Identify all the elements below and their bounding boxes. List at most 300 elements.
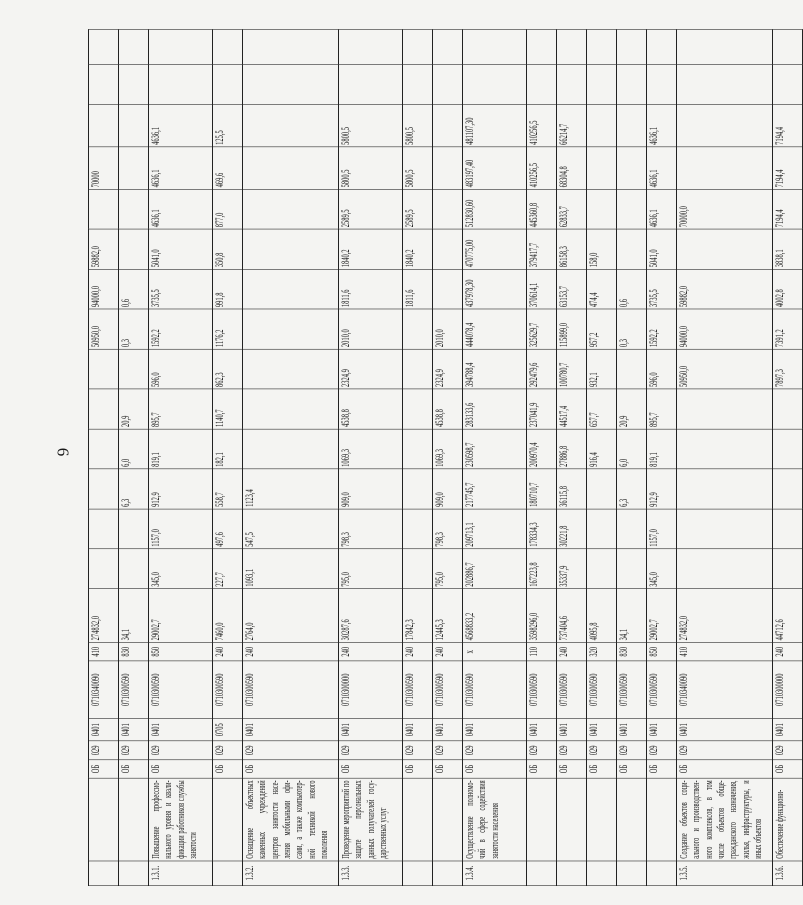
amount-cell: 4095,8 (587, 589, 617, 643)
table-row (773, 30, 803, 886)
amount-cell (89, 509, 119, 549)
amount-cell (677, 429, 773, 469)
code-cell: 0401 (587, 718, 617, 740)
code-cell: 240 (339, 642, 403, 661)
amount-cell: 29002,7 (149, 589, 213, 643)
table-row (557, 30, 587, 886)
amount-cell (587, 549, 617, 589)
amount-cell: 50950,0 (89, 309, 119, 349)
amount-cell: 547,5 (243, 509, 339, 549)
amount-cell: 916,4 (587, 429, 617, 469)
table-row (617, 30, 647, 886)
amount-cell: 2324,9 (433, 349, 463, 389)
amount-cell: 125,5 (213, 104, 243, 146)
code-cell: x (463, 642, 527, 661)
code-cell: 029 (403, 741, 433, 760)
amount-cell: 274832,0 (677, 589, 773, 643)
amount-cell: 4636,1 (149, 104, 213, 146)
measure-name-cell (403, 778, 433, 860)
amount-cell (773, 469, 803, 509)
amount-cell: 44712,6 (773, 589, 803, 643)
amount-cell (463, 65, 527, 105)
row-number-cell (587, 861, 617, 886)
amount-cell: 5041,0 (149, 229, 213, 269)
code-cell: ОБ (433, 760, 463, 779)
amount-cell (677, 229, 773, 269)
row-number-cell (213, 861, 243, 886)
code-cell: 0401 (89, 718, 119, 740)
amount-cell: 3838,1 (773, 229, 803, 269)
amount-cell (433, 147, 463, 189)
amount-cell: 483197,40 (463, 147, 527, 189)
amount-cell: 158,0 (587, 229, 617, 269)
amount-cell: 34,1 (617, 589, 647, 643)
code-cell: 0705 (213, 718, 243, 740)
amount-cell: 100780,7 (557, 349, 587, 389)
amount-cell: 4636,1 (149, 189, 213, 229)
amount-cell (433, 104, 463, 146)
amount-cell (403, 389, 433, 429)
amount-cell (89, 549, 119, 589)
amount-cell (89, 429, 119, 469)
amount-cell: 2764,0 (243, 589, 339, 643)
measure-name-cell: Повышение профессио-нального уровня и квали-фикации работников службы занятости (149, 778, 213, 860)
amount-cell: 59882,0 (89, 229, 119, 269)
code-cell: 0401 (433, 718, 463, 740)
code-cell: ОБ (587, 760, 617, 779)
amount-cell (403, 65, 433, 105)
table-row (119, 30, 149, 886)
amount-cell: 1140,7 (213, 389, 243, 429)
amount-cell: 1157,0 (149, 509, 213, 549)
code-cell: ОБ (339, 760, 403, 779)
amount-cell: 410256,5 (527, 147, 557, 189)
amount-cell: 182,1 (213, 429, 243, 469)
code-cell: ОБ (677, 760, 773, 779)
amount-cell (617, 509, 647, 549)
amount-cell: 34,1 (119, 589, 149, 643)
amount-cell: 292479,6 (527, 349, 557, 389)
measure-name-cell: Осуществление полномо-чий в сфере содействия занятости населения (463, 778, 527, 860)
amount-cell: 200970,4 (527, 429, 557, 469)
amount-cell: 0,3 (617, 309, 647, 349)
amount-cell: 7194,4 (773, 189, 803, 229)
code-cell: ОБ (213, 760, 243, 779)
code-cell: 029 (119, 741, 149, 760)
amount-cell: 4538,8 (433, 389, 463, 429)
code-cell: 029 (527, 741, 557, 760)
amount-cell: 6,0 (119, 429, 149, 469)
code-cell: ОБ (647, 760, 677, 779)
amount-cell (773, 30, 803, 65)
amount-cell (587, 469, 617, 509)
amount-cell: 437978,30 (463, 269, 527, 309)
amount-cell (677, 389, 773, 429)
amount-cell: 167223,8 (527, 549, 557, 589)
amount-cell (243, 309, 339, 349)
code-cell: 0401 (403, 718, 433, 740)
code-cell: 0710300590 (587, 661, 617, 718)
amount-cell: 86158,3 (557, 229, 587, 269)
table-row (403, 30, 433, 886)
amount-cell (243, 389, 339, 429)
code-cell: ОБ (149, 760, 213, 779)
amount-cell: 27886,8 (557, 429, 587, 469)
code-cell: 240 (403, 642, 433, 661)
amount-cell (677, 509, 773, 549)
code-cell: 029 (617, 741, 647, 760)
amount-cell: 178334,3 (527, 509, 557, 549)
measure-name-cell: Оснащение объектных каменных учреждений центров занятости насе-ления мобильными офи-сами, а также компьютер-ной техникой нового поколения (243, 778, 339, 860)
code-cell: ОБ (89, 760, 119, 779)
code-cell: 0710300590 (149, 661, 213, 718)
amount-cell: 798,3 (339, 509, 403, 549)
amount-cell (433, 269, 463, 309)
code-cell: 029 (339, 741, 403, 760)
amount-cell (403, 469, 433, 509)
amount-cell (617, 30, 647, 65)
amount-cell (213, 30, 243, 65)
amount-cell: 2010,0 (339, 309, 403, 349)
amount-cell: 445360,8 (527, 189, 557, 229)
amount-cell (587, 104, 617, 146)
amount-cell: 0,3 (119, 309, 149, 349)
measure-name-cell (557, 778, 587, 860)
amount-cell: 2010,0 (433, 309, 463, 349)
amount-cell: 6,3 (617, 469, 647, 509)
row-number-cell: 1.3.2. (243, 861, 339, 886)
amount-cell: 798,3 (433, 509, 463, 549)
amount-cell: 36115,8 (557, 469, 587, 509)
amount-cell: 209713,1 (463, 509, 527, 549)
amount-cell (587, 189, 617, 229)
amount-cell (149, 65, 213, 105)
amount-cell: 237041,9 (527, 389, 557, 429)
amount-cell: 4636,1 (149, 147, 213, 189)
amount-cell: 512830,60 (463, 189, 527, 229)
amount-cell: 63153,7 (557, 269, 587, 309)
code-cell: 0401 (527, 718, 557, 740)
amount-cell: 325629,7 (527, 309, 557, 349)
amount-cell (89, 469, 119, 509)
amount-cell (243, 429, 339, 469)
amount-cell (243, 229, 339, 269)
amount-cell: 795,0 (339, 549, 403, 589)
amount-cell: 17842,3 (403, 589, 433, 643)
amount-cell: 932,1 (587, 349, 617, 389)
code-cell: 0710300000 (773, 661, 803, 718)
code-cell: 0710300590 (557, 661, 587, 718)
amount-cell (89, 65, 119, 105)
code-cell: 029 (213, 741, 243, 760)
amount-cell (89, 104, 119, 146)
code-cell: 830 (119, 642, 149, 661)
row-number-cell (527, 861, 557, 886)
amount-cell: 394788,4 (463, 349, 527, 389)
measure-name-cell (587, 778, 617, 860)
amount-cell: 0,6 (119, 269, 149, 309)
table-row (89, 30, 119, 886)
code-cell: 0710300000 (339, 661, 403, 718)
amount-cell: 1811,6 (339, 269, 403, 309)
amount-cell (557, 30, 587, 65)
code-cell: 0710300590 (433, 661, 463, 718)
amount-cell: 596,0 (149, 349, 213, 389)
code-cell: 240 (243, 642, 339, 661)
amount-cell: 497,6 (213, 509, 243, 549)
amount-cell (617, 189, 647, 229)
amount-cell: 70000,0 (677, 189, 773, 229)
amount-cell: 470775,00 (463, 229, 527, 269)
measure-name-cell (617, 778, 647, 860)
table-row (339, 30, 403, 886)
amount-cell: 657,7 (587, 389, 617, 429)
measure-name-cell (213, 778, 243, 860)
code-cell: 0710300590 (243, 661, 339, 718)
code-cell: 0710300590 (527, 661, 557, 718)
amount-cell (403, 30, 433, 65)
amount-cell (677, 147, 773, 189)
amount-cell: 909,0 (433, 469, 463, 509)
amount-cell: 202886,7 (463, 549, 527, 589)
amount-cell: 66214,7 (557, 104, 587, 146)
code-cell: 029 (773, 741, 803, 760)
table-row (243, 30, 339, 886)
table-row (433, 30, 463, 886)
amount-cell (119, 229, 149, 269)
row-number-cell (647, 861, 677, 886)
code-cell: 029 (647, 741, 677, 760)
code-cell: ОБ (403, 760, 433, 779)
amount-cell: 1176,2 (213, 309, 243, 349)
table-row (587, 30, 617, 886)
row-number-cell: 1.3.3. (339, 861, 403, 886)
code-cell: 0710300590 (403, 661, 433, 718)
amount-cell: 1811,6 (403, 269, 433, 309)
amount-cell: 227,7 (213, 549, 243, 589)
amount-cell: 7194,4 (773, 104, 803, 146)
row-number-cell: 1.3.5. (677, 861, 773, 886)
amount-cell: 4002,8 (773, 269, 803, 309)
code-cell: 0401 (677, 718, 773, 740)
amount-cell (617, 349, 647, 389)
code-cell: 029 (557, 741, 587, 760)
amount-cell (773, 429, 803, 469)
amount-cell: 909,0 (339, 469, 403, 509)
amount-cell: 2589,5 (403, 189, 433, 229)
amount-cell (617, 549, 647, 589)
amount-cell (773, 65, 803, 105)
amount-cell (149, 30, 213, 65)
code-cell: 0710340090 (89, 661, 119, 718)
amount-cell (527, 30, 557, 65)
amount-cell: 1069,3 (433, 429, 463, 469)
code-cell: 029 (463, 741, 527, 760)
amount-cell: 115899,0 (557, 309, 587, 349)
amount-cell (89, 189, 119, 229)
amount-cell (617, 229, 647, 269)
code-cell: 240 (557, 642, 587, 661)
amount-cell (119, 549, 149, 589)
code-cell: 830 (617, 642, 647, 661)
amount-cell (119, 509, 149, 549)
amount-cell (119, 104, 149, 146)
amount-cell (119, 30, 149, 65)
amount-cell: 4636,1 (647, 189, 677, 229)
table-row (149, 30, 213, 886)
amount-cell: 877,0 (213, 189, 243, 229)
amount-cell: 5800,5 (403, 147, 433, 189)
amount-cell: 12445,3 (433, 589, 463, 643)
code-cell: 410 (89, 642, 119, 661)
amount-cell: 474,4 (587, 269, 617, 309)
amount-cell: 230598,7 (463, 429, 527, 469)
amount-cell (617, 104, 647, 146)
amount-cell (433, 30, 463, 65)
amount-cell (339, 30, 403, 65)
measure-name-cell: Создание объектов соци-ального и производствен-ного комплексов, в том числе объектов обще-гражданского назначения, жилья, инфраструктуры, и иных объектов (677, 778, 773, 860)
code-cell: 029 (149, 741, 213, 760)
table-row (647, 30, 677, 886)
code-cell: 0710300590 (617, 661, 647, 718)
amount-cell: 30221,8 (557, 509, 587, 549)
amount-cell: 274832,0 (89, 589, 119, 643)
amount-cell (243, 104, 339, 146)
amount-cell: 469,6 (213, 147, 243, 189)
amount-cell: 5800,5 (339, 104, 403, 146)
code-cell: 850 (149, 642, 213, 661)
code-cell: 0401 (617, 718, 647, 740)
amount-cell: 4568833,2 (463, 589, 527, 643)
amount-cell: 1592,2 (149, 309, 213, 349)
amount-cell: 7391,2 (773, 309, 803, 349)
amount-cell: 29002,7 (647, 589, 677, 643)
row-number-cell (403, 861, 433, 886)
amount-cell (403, 429, 433, 469)
amount-cell (243, 269, 339, 309)
amount-cell (587, 65, 617, 105)
amount-cell: 345,0 (647, 549, 677, 589)
row-number-cell (617, 861, 647, 886)
code-cell: 0710340090 (677, 661, 773, 718)
row-number-cell (119, 861, 149, 886)
code-cell: 029 (677, 741, 773, 760)
code-cell: ОБ (773, 760, 803, 779)
code-cell: 0401 (463, 718, 527, 740)
code-cell: 240 (213, 642, 243, 661)
code-cell: 0401 (119, 718, 149, 740)
amount-cell: 68304,8 (557, 147, 587, 189)
amount-cell: 1069,3 (339, 429, 403, 469)
measure-name-cell: Обеспечение функциони- (773, 778, 803, 860)
code-cell: ОБ (527, 760, 557, 779)
amount-cell: 737404,6 (557, 589, 587, 643)
amount-cell: 481107,30 (463, 104, 527, 146)
budget-table (88, 29, 803, 886)
row-number-cell (557, 861, 587, 886)
amount-cell: 4636,1 (647, 147, 677, 189)
code-cell: 0401 (339, 718, 403, 740)
code-cell: 0710300590 (647, 661, 677, 718)
amount-cell: 2324,9 (339, 349, 403, 389)
amount-cell: 444078,4 (463, 309, 527, 349)
amount-cell (403, 309, 433, 349)
table-row (463, 30, 527, 886)
amount-cell (243, 30, 339, 65)
amount-cell (677, 104, 773, 146)
amount-cell (617, 147, 647, 189)
code-cell: 029 (433, 741, 463, 760)
amount-cell: 217745,7 (463, 469, 527, 509)
amount-cell: 558,7 (213, 469, 243, 509)
amount-cell (587, 30, 617, 65)
measure-name-cell (89, 778, 119, 860)
amount-cell (773, 549, 803, 589)
amount-cell: 5800,5 (339, 147, 403, 189)
amount-cell: 819,1 (647, 429, 677, 469)
amount-cell: 895,7 (647, 389, 677, 429)
amount-cell: 379417,7 (527, 229, 557, 269)
amount-cell (119, 65, 149, 105)
amount-cell: 20,9 (119, 389, 149, 429)
amount-cell: 895,7 (149, 389, 213, 429)
amount-cell (677, 469, 773, 509)
amount-cell: 7460,0 (213, 589, 243, 643)
rotated-table-wrapper (88, 29, 786, 886)
amount-cell: 5041,0 (647, 229, 677, 269)
code-cell: 110 (527, 642, 557, 661)
row-number-cell (89, 861, 119, 886)
measure-name-cell (647, 778, 677, 860)
amount-cell (647, 65, 677, 105)
amount-cell: 4636,1 (647, 104, 677, 146)
amount-cell (403, 509, 433, 549)
amount-cell: 62833,7 (557, 189, 587, 229)
amount-cell: 1093,1 (243, 549, 339, 589)
amount-cell: 370614,1 (527, 269, 557, 309)
amount-cell (433, 189, 463, 229)
code-cell: ОБ (617, 760, 647, 779)
amount-cell (213, 65, 243, 105)
amount-cell (89, 349, 119, 389)
amount-cell: 2589,5 (339, 189, 403, 229)
code-cell: 0401 (557, 718, 587, 740)
code-cell: 0401 (243, 718, 339, 740)
code-cell: 240 (773, 642, 803, 661)
row-number-cell: 1.3.4. (463, 861, 527, 886)
code-cell: 0710300590 (463, 661, 527, 718)
amount-cell (773, 509, 803, 549)
amount-cell: 30287,6 (339, 589, 403, 643)
amount-cell: 410256,5 (527, 104, 557, 146)
code-cell: 0401 (149, 718, 213, 740)
measure-name-cell (119, 778, 149, 860)
row-number-cell: 1.3.6. (773, 861, 803, 886)
amount-cell (89, 389, 119, 429)
amount-cell: 70000 (89, 147, 119, 189)
amount-cell: 1592,2 (647, 309, 677, 349)
amount-cell (677, 65, 773, 105)
amount-cell: 862,3 (213, 349, 243, 389)
amount-cell (403, 549, 433, 589)
amount-cell (433, 229, 463, 269)
table-row (213, 30, 243, 886)
amount-cell: 991,8 (213, 269, 243, 309)
amount-cell (587, 509, 617, 549)
amount-cell: 350,8 (213, 229, 243, 269)
amount-cell (677, 549, 773, 589)
amount-cell: 94000,0 (677, 309, 773, 349)
